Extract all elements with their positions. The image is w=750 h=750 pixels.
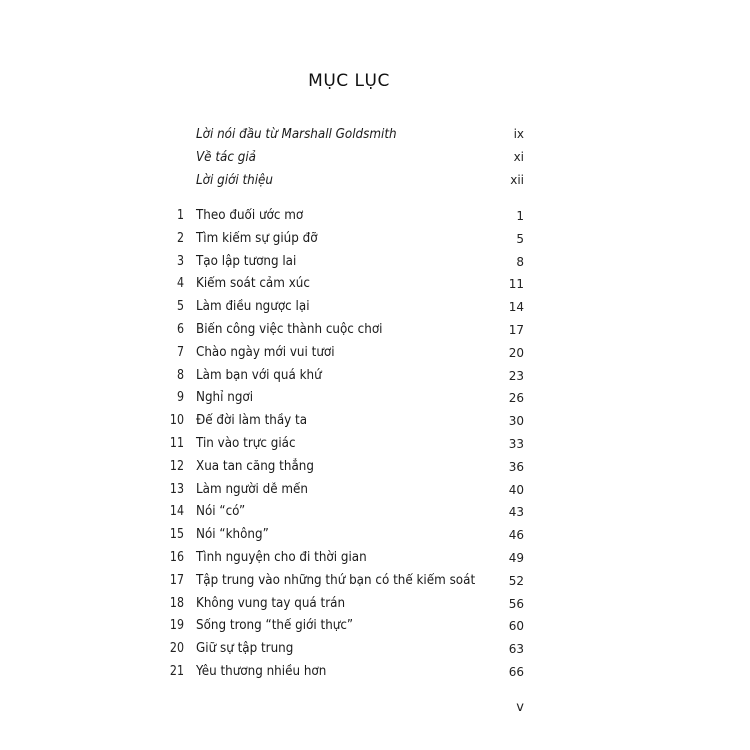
chapter-page-number: 8: [516, 254, 524, 269]
chapter-page-number: 30: [508, 414, 524, 429]
chapter-title: Làm bạn với quá khứ: [196, 367, 322, 383]
chapter-number: 4: [176, 276, 184, 292]
chapter-page-number: 40: [508, 482, 524, 497]
front-matter-item[interactable]: [0, 123, 750, 146]
chapter-number: 11: [169, 435, 184, 451]
chapter-number: 21: [169, 663, 184, 679]
entry-label: Về tác giả: [196, 150, 256, 165]
front-matter-item[interactable]: [0, 146, 750, 169]
chapter-number: 8: [176, 367, 184, 383]
chapter-page-number: 11: [508, 277, 524, 292]
chapter-number: 17: [169, 572, 184, 588]
chapter-item[interactable]: [0, 433, 750, 456]
chapter-item[interactable]: [0, 615, 750, 638]
chapter-item[interactable]: [0, 547, 750, 570]
chapter-number: 5: [176, 299, 184, 315]
chapter-page-number: 46: [508, 528, 524, 543]
entry-page-number: ix: [513, 127, 524, 141]
chapter-page-number: 63: [508, 642, 524, 657]
entry-page-number: xii: [510, 173, 524, 187]
chapter-page-number: 49: [508, 550, 524, 565]
chapter-title: Tập trung vào những thứ bạn có thể kiểm soát: [196, 572, 476, 588]
chapter-title: Nói “không”: [196, 527, 269, 543]
chapter-item[interactable]: [0, 501, 750, 524]
chapter-page-number: 20: [508, 345, 524, 360]
chapter-title: Chào ngày mới vui tươi: [196, 344, 335, 360]
entry-label: Lời giới thiệu: [196, 173, 273, 188]
entry-page-number: xi: [513, 150, 524, 164]
chapter-title: Sống trong “thế giới thực”: [196, 618, 354, 634]
chapter-page-number: 1: [516, 209, 524, 223]
chapter-page-number: 52: [508, 573, 524, 588]
chapter-number: 12: [169, 458, 184, 474]
chapter-title: Nói “có”: [196, 504, 246, 520]
chapter-page-number: 17: [508, 322, 524, 337]
chapter-item[interactable]: [0, 661, 750, 684]
chapter-page-number: 66: [508, 664, 524, 679]
entry-label: Lời nói đầu từ Marshall Goldsmith: [196, 127, 397, 142]
chapter-number: 13: [169, 481, 184, 497]
chapter-item[interactable]: [0, 205, 750, 228]
chapter-item[interactable]: [0, 638, 750, 661]
chapter-item[interactable]: [0, 342, 750, 365]
chapter-title: Để đời làm thầy ta: [196, 413, 308, 429]
chapter-page-number: 5: [516, 231, 524, 246]
front-matter-list: [0, 123, 750, 192]
chapter-page-number: 33: [508, 436, 524, 451]
chapter-item[interactable]: [0, 593, 750, 616]
page-folio: v: [516, 700, 524, 715]
chapter-item[interactable]: [0, 319, 750, 342]
chapter-page-number: 36: [508, 459, 524, 474]
chapter-number: 3: [176, 253, 184, 269]
chapter-title: Giữ sự tập trung: [196, 641, 294, 657]
chapter-title: Làm điều ngược lại: [196, 299, 310, 315]
chapter-title: Tin vào trực giác: [196, 435, 296, 451]
page-title: MỤC LỤC: [308, 71, 390, 91]
chapter-item[interactable]: [0, 296, 750, 319]
chapter-number: 7: [176, 344, 184, 360]
chapter-title: Xua tan căng thẳng: [196, 458, 314, 474]
chapter-title: Kiểm soát cảm xúc: [196, 276, 310, 292]
chapter-title: Yêu thương nhiều hơn: [196, 663, 327, 679]
chapter-item[interactable]: [0, 365, 750, 388]
chapter-title: Làm người dễ mến: [196, 481, 308, 497]
chapter-title: Biến công việc thành cuộc chơi: [196, 321, 383, 337]
chapter-title: Tình nguyện cho đi thời gian: [196, 549, 367, 565]
chapter-number: 15: [169, 527, 184, 543]
chapter-item[interactable]: [0, 251, 750, 274]
chapter-number: 2: [176, 230, 184, 246]
chapter-item[interactable]: [0, 228, 750, 251]
chapter-number: 19: [169, 618, 184, 634]
chapter-number: 16: [169, 549, 184, 565]
chapter-number: 9: [176, 390, 184, 406]
chapter-title: Nghỉ ngơi: [196, 390, 254, 406]
chapter-item[interactable]: [0, 273, 750, 296]
chapter-item[interactable]: [0, 570, 750, 593]
chapter-number: 1: [176, 208, 184, 223]
chapter-number: 20: [169, 641, 184, 657]
chapter-item[interactable]: [0, 524, 750, 547]
chapter-title: Không vung tay quá trán: [196, 595, 346, 611]
chapter-title: Theo đuổi ước mơ: [196, 208, 304, 223]
chapter-item[interactable]: [0, 387, 750, 410]
chapter-number: 6: [176, 321, 184, 337]
chapter-number: 10: [169, 413, 184, 429]
chapter-page-number: 56: [508, 596, 524, 611]
chapter-page-number: 60: [508, 619, 524, 634]
chapter-page-number: 26: [508, 391, 524, 406]
chapter-page-number: 23: [508, 368, 524, 383]
front-matter-item[interactable]: [0, 169, 750, 192]
chapter-item[interactable]: [0, 410, 750, 433]
chapter-item[interactable]: [0, 456, 750, 479]
chapter-title: Tìm kiếm sự giúp đỡ: [196, 230, 318, 246]
chapter-title: Tạo lập tương lai: [196, 253, 297, 269]
chapter-page-number: 43: [508, 505, 524, 520]
chapter-item[interactable]: [0, 479, 750, 502]
chapter-number: 14: [169, 504, 184, 520]
chapter-list: [0, 205, 750, 684]
chapter-number: 18: [169, 595, 184, 611]
chapter-page-number: 14: [508, 300, 524, 315]
